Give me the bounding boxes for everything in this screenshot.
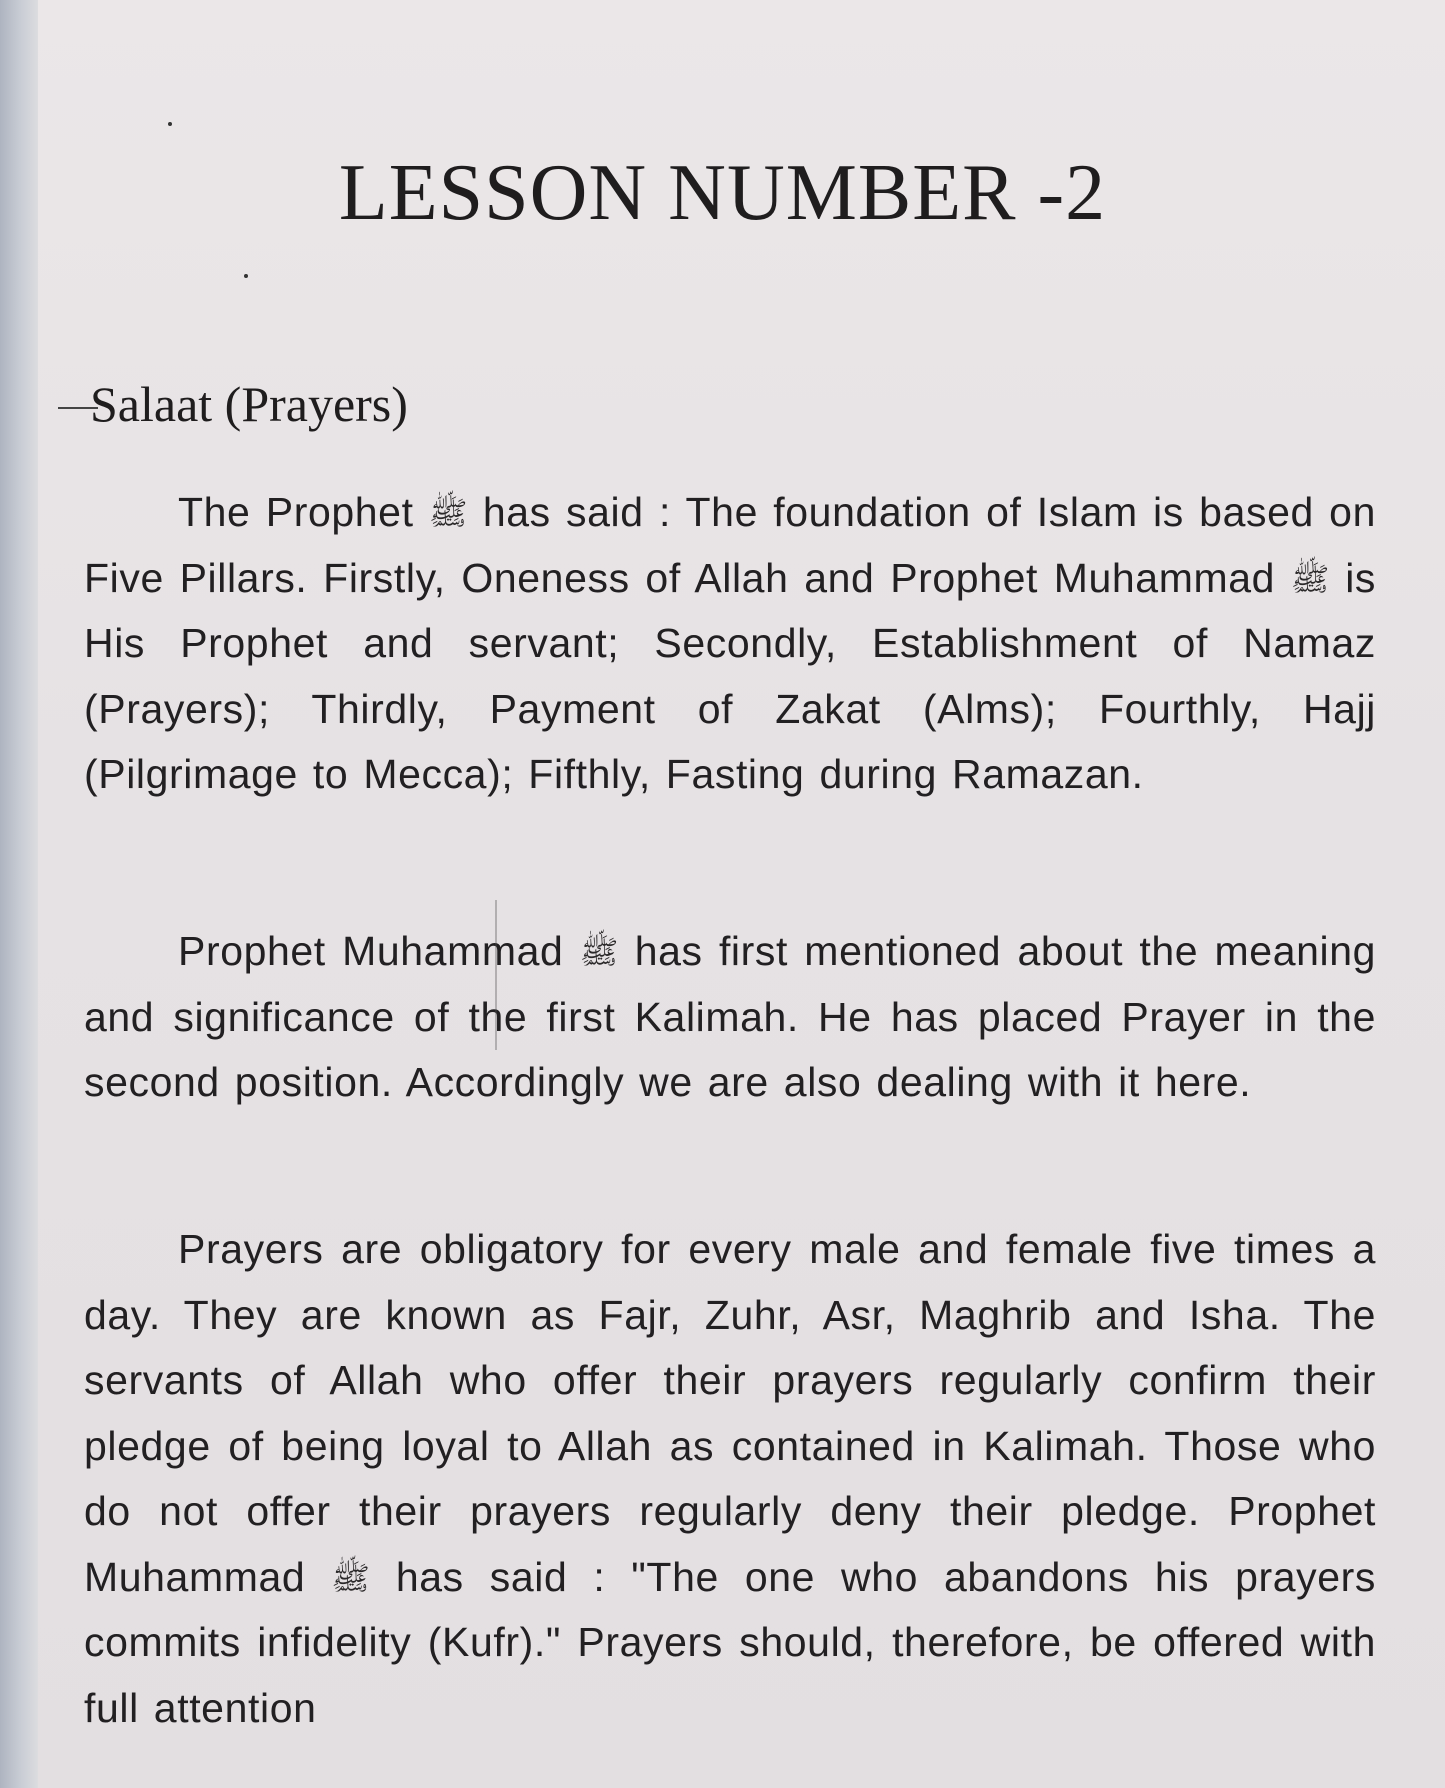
- blessing-symbol: ﷺ: [1290, 559, 1330, 598]
- ink-speck: [244, 274, 248, 278]
- blessing-symbol: ﷺ: [579, 933, 619, 971]
- text-segment: Prophet Muhammad: [178, 928, 564, 974]
- text-segment: has said : "The one who abandons his prayers commits infidelity (Kufr)." Prayers should, therefore, be offered with full attention: [84, 1553, 1376, 1731]
- paragraph-obligatory-prayers: [84, 1217, 1376, 1741]
- text-segment: has first mentioned about the meaning and significance of the first Kalimah. He has placed Prayer in the second position. Accordingly we are also dealing with it here.: [84, 928, 1377, 1105]
- ink-speck: [168, 122, 172, 126]
- lesson-title: LESSON NUMBER -2: [338, 149, 1107, 237]
- blessing-symbol: ﷺ: [428, 494, 468, 532]
- book-edge: [0, 0, 38, 1788]
- paragraph-kalimah: [84, 919, 1376, 1116]
- blessing-symbol: ﷺ: [331, 1558, 370, 1597]
- page-crease: [495, 900, 497, 1050]
- paragraph-five-pillars: [84, 480, 1376, 808]
- text-segment: Prayers are obligatory for every male and female five times a day. They are known as Fajr, Zuhr, Asr, Maghrib and Isha. The servants of Allah who offer their prayers regularly confirm their pledge of being loyal to Allah as contained in Kalimah. Those who do not offer their prayers regularly deny their pledge. Prophet Muhammad: [84, 1226, 1376, 1600]
- section-heading: Salaat (Prayers): [90, 376, 408, 432]
- text-segment: is His Prophet and servant; Secondly, Establishment of Namaz (Prayers); Thirdly, Payment of Zakat (Alms); Fourthly, Hajj (Pilgrimage to Mecca); Fifthly, Fasting during Ramazan.: [84, 554, 1377, 797]
- text-segment: has said : The foundation of Islam is based on Five Pillars. Firstly, Oneness of Allah and Prophet Muhammad: [84, 489, 1376, 601]
- text-segment: The Prophet: [178, 489, 414, 535]
